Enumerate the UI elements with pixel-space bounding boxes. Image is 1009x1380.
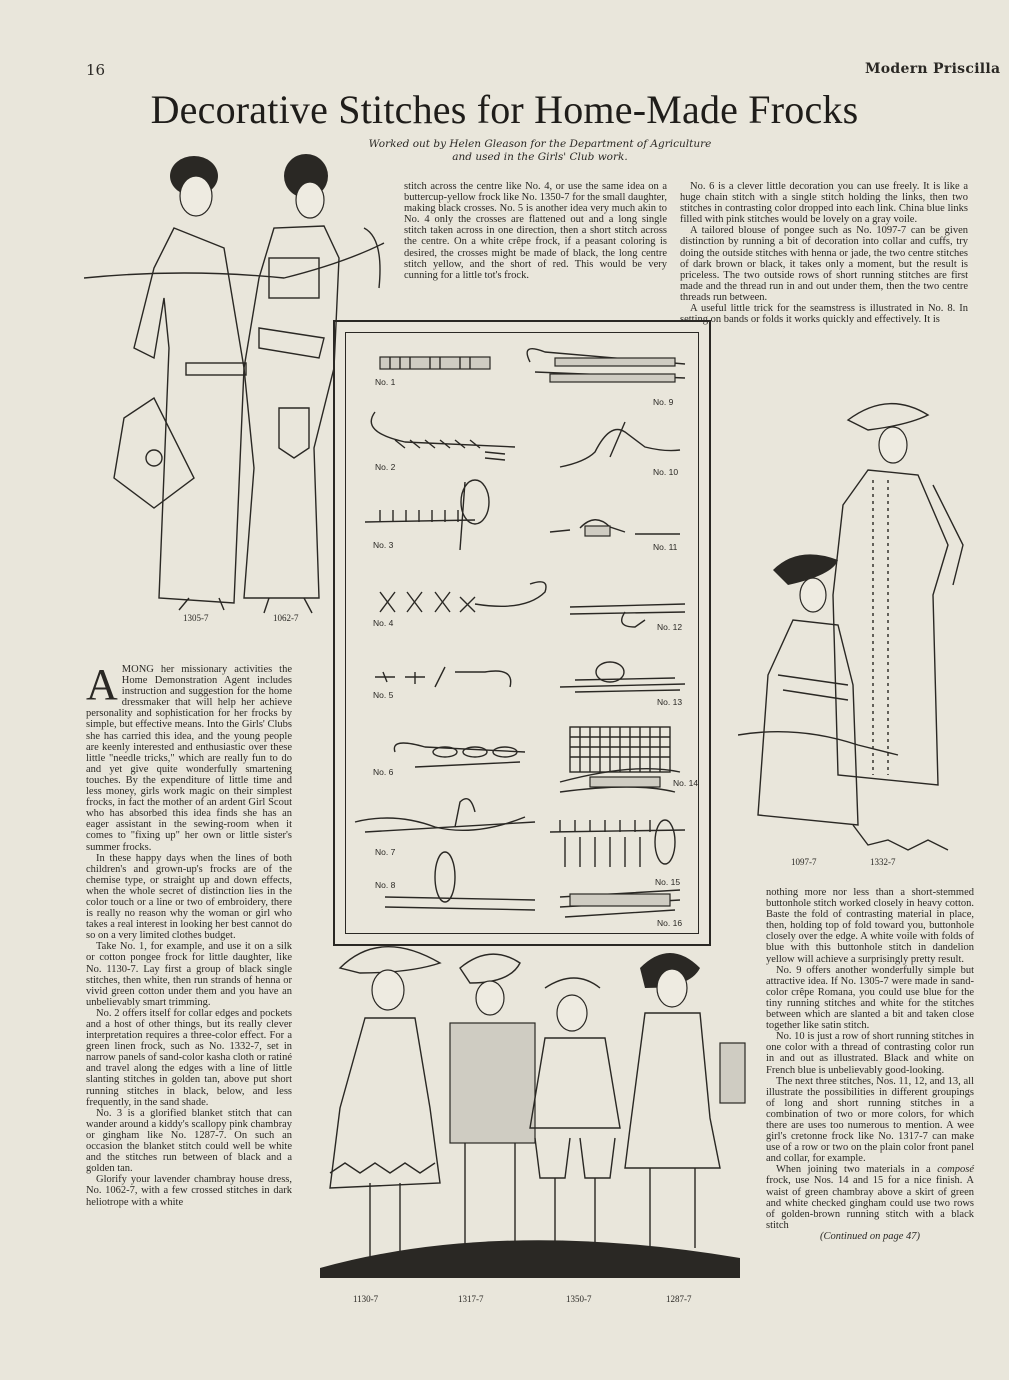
text-column-middle-top bbox=[404, 181, 667, 281]
paragraph-text: frock, use Nos. 14 and 15 for a nice finish. A waist of green chambray above a skirt of green and white checked gingham could use two rows of golden-brown running stitch with a black stitch bbox=[766, 1175, 974, 1231]
stitch-14-drawing bbox=[560, 727, 680, 792]
stitch-label-14: No. 14 bbox=[673, 778, 699, 788]
pattern-caption: 1287-7 bbox=[666, 1294, 692, 1304]
stitch-1-drawing bbox=[380, 357, 490, 369]
stitch-label-13: No. 13 bbox=[657, 697, 683, 707]
paragraph: No. 2 offers itself for collar edges and pockets and a host of other things, but its really clever interpretation requires a three-color effect. For a green linen frock, such as No. 1332-7, set in narrow panels of sand-color kasha cloth or ratiné and travel along the edges with a line of little slanting stitches in golden tan, above put short running stitches in black, below, and less frequently, in the sand shade. bbox=[86, 1007, 292, 1108]
stitch-label-10: No. 10 bbox=[653, 467, 679, 477]
stitch-label-8: No. 8 bbox=[375, 880, 396, 890]
stitch-6-drawing bbox=[394, 743, 525, 767]
paragraph-text: MONG her missionary activities the Home Demonstration Agent includes instruction and suggestion for the home dressmaker that will help her achieve personality and sophistication for her frocks by simple, but effective means. Into the Girls' Clubs she has carried this idea, and the young people are keenly interested and enthusiastic over these little "needle tricks," which are really fun to do and yet give quite wonderfully smartening touches. By the expenditure of little time and less money, girls work magic on their simplest frocks, in fact the mother of an ardent Girl Scout who has absorbed this idea finds she has an eager assistant in the sewing-room when it comes to "fixing up" her own or little sister's summer frocks. bbox=[86, 664, 292, 853]
text-column-right-bottom bbox=[766, 887, 974, 1242]
stitch-label-12: No. 12 bbox=[657, 622, 683, 632]
paragraph: No. 9 offers another wonderfully simple but attractive idea. If No. 1305-7 were made in sand-color crêpe Romana, you could use blue for the tiny running stitches and white for the stitches between which are slanted a bit and taken close together like satin stitch. bbox=[766, 964, 974, 1032]
stitch-label-3: No. 3 bbox=[373, 540, 394, 550]
pattern-caption: 1130-7 bbox=[353, 1294, 379, 1304]
paragraph: No. 6 is a clever little decoration you can use freely. It is like a huge chain stitch with a single stitch holding the links, then two stitches in contrasting color dropped into each link. China blue links filled with pink stitches would be lovely on a gray voile. bbox=[680, 181, 968, 226]
paragraph: stitch across the centre like No. 4, or use the same idea on a buttercup-yellow frock like No. 1350-7 for the small daughter, making black crosses. No. 5 is another idea very much akin to No. 4 only the crosses are flattened out and a long single stitch taken across in one direction, then a short stitch across the centre. On a white crêpe frock, if a peasant coloring is desired, the crosses might be made of black, the long centre stitch yellow, and the short of red. This would be very cunning for a little tot's frock. bbox=[404, 181, 667, 281]
paragraph: In these happy days when the lines of both children's and grown-up's frocks are of the chemise type, or straight up and down effects, when the whole secret of distinction lies in the color touch or a line or two of embroidery, there is really no reason why the woman or girl who takes a real interest in looking her best cannot do so on a very limited clothes budget. bbox=[86, 852, 292, 942]
illustration-four-girls bbox=[300, 928, 762, 1290]
stitch-label-15: No. 15 bbox=[655, 877, 681, 887]
stitch-4-drawing bbox=[380, 582, 546, 612]
stitch-label-7: No. 7 bbox=[375, 847, 396, 857]
page-number: 16 bbox=[86, 61, 106, 79]
stitch-16-drawing bbox=[560, 890, 680, 917]
paragraph: The next three stitches, Nos. 11, 12, and 13, all illustrate the possibilities in different groupings of long and short running stitches in a combination of two or more colors, for which there are uses too numerous to mention. A wee girl's cretonne frock like No. 1317-7 can make use of a row or two on the plain color front panel and collar, for example. bbox=[766, 1075, 974, 1165]
pattern-caption: 1305-7 bbox=[183, 613, 209, 623]
illustration-women-with-hats bbox=[738, 395, 970, 855]
stitch-label-4: No. 4 bbox=[373, 618, 394, 628]
stitch-label-1: No. 1 bbox=[375, 377, 396, 387]
paragraph bbox=[86, 660, 292, 853]
paragraph: Take No. 1, for example, and use it on a silk or cotton pongee frock for little daughter, like No. 1130-7. Lay first a group of black single stitches, then white, then run strands of henna or vivid green cotton under them and you have an unbelievably smart trimming. bbox=[86, 941, 292, 1008]
paragraph: A tailored blouse of pongee such as No. 1097-7 can be given distinction by running a bit of decoration into collar and cuffs, try doing the outside stitches with henna or jade, the two centre stitches of dark brown or black, it takes only a moment, but the result is priceless. The two outside rows of short running stitches are first made and the thread run in and out under them, then the two centre threads run between. bbox=[680, 225, 968, 303]
stitch-15-drawing bbox=[550, 820, 685, 867]
stitch-label-16: No. 16 bbox=[657, 918, 683, 928]
stitch-10-drawing bbox=[560, 422, 680, 467]
italic-word: composé bbox=[937, 1164, 974, 1176]
stitch-label-9: No. 9 bbox=[653, 397, 674, 407]
stitch-label-11: No. 11 bbox=[653, 542, 678, 552]
stitch-8-drawing bbox=[385, 852, 535, 910]
stitch-9-drawing bbox=[527, 349, 685, 382]
pattern-caption: 1350-7 bbox=[566, 1294, 592, 1304]
paragraph: No. 3 is a glorified blanket stitch that can wander around a kiddy's scallopy pink chambray or gingham like No. 1287-7. On such an occasion the blanket stitch could well be white and the stitches run between of black and a golden tan. bbox=[86, 1107, 292, 1175]
stitch-7-drawing bbox=[355, 799, 535, 832]
pattern-caption: 1097-7 bbox=[791, 857, 817, 867]
paragraph: nothing more nor less than a short-stemmed buttonhole stitch worked closely in heavy cotton. Baste the fold of contrasting material in place, then, holding top of fold toward you, buttonhole closely over the edge. A white voile with folds of blue with this buttonhole stitch in dandelion yellow will achieve a surprisingly pretty result. bbox=[766, 887, 974, 965]
stitch-label-5: No. 5 bbox=[373, 690, 394, 700]
paragraph-text: When joining two materials in a bbox=[776, 1164, 938, 1176]
stitch-11-drawing bbox=[550, 520, 680, 536]
stitch-label-6: No. 6 bbox=[373, 767, 394, 777]
stitch-label-2: No. 2 bbox=[375, 462, 396, 472]
stitch-5-drawing bbox=[375, 667, 511, 687]
stitch-13-drawing bbox=[560, 662, 685, 692]
pattern-caption: 1332-7 bbox=[870, 857, 896, 867]
stitch-samples-panel bbox=[333, 320, 711, 946]
pattern-caption: 1062-7 bbox=[273, 613, 299, 623]
paragraph bbox=[766, 1164, 974, 1231]
article-byline: Worked out by Helen Gleason for the Department of Agriculture and used in the Girls' Club work. bbox=[368, 138, 712, 163]
continued-note: (Continued on page 47) bbox=[819, 1230, 921, 1242]
magazine-name: Modern Priscilla bbox=[865, 61, 1001, 77]
pattern-caption: 1317-7 bbox=[458, 1294, 484, 1304]
paragraph: Glorify your lavender chambray house dress, No. 1062-7, with a few crossed stitches in dark heliotrope with a white bbox=[86, 1174, 292, 1208]
stitch-2-drawing bbox=[371, 412, 515, 460]
text-column-right-top bbox=[680, 181, 968, 325]
paragraph: A useful little trick for the seamstress is illustrated in No. 8. In setting on bands or folds it works quickly and effectively. It is bbox=[680, 303, 968, 326]
article-title: Decorative Stitches for Home-Made Frocks bbox=[150, 87, 859, 132]
paragraph: No. 10 is just a row of short running stitches in one color with a thread of contrasting color run in and out as illustrated. Black and white on French blue is unbelievably good-looking. bbox=[766, 1031, 974, 1076]
drop-cap: A bbox=[86, 660, 118, 709]
text-column-left bbox=[86, 660, 292, 1208]
